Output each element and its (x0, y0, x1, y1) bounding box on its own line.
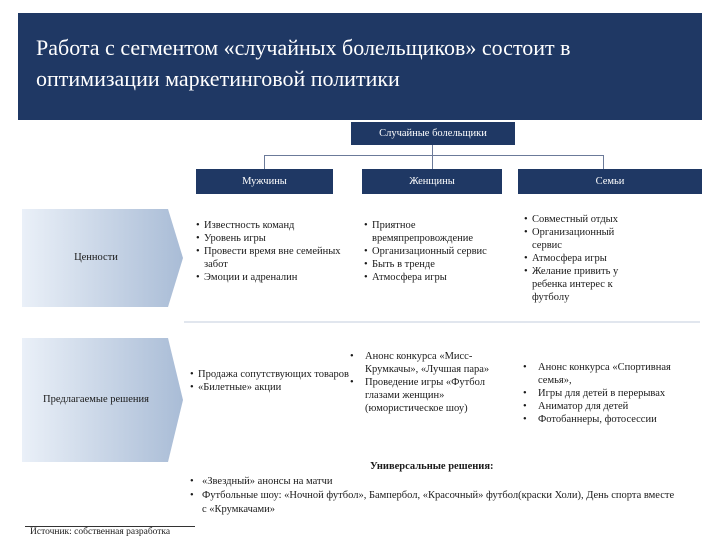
list-item: • «Звездный» анонсы на матчи (186, 475, 676, 489)
list-item: • Фотобаннеры, фотосессии (523, 413, 695, 426)
list-item: • Проведение игры «Футбол глазами женщин» (юмористическое шоу) (350, 376, 510, 415)
list-item: • Игры для детей в перерывах (523, 387, 695, 400)
list-item: • Провести время вне семейных забот (196, 245, 346, 271)
list-item: • Желание привить у ребенка интерес к футболу (524, 265, 642, 304)
cell-solutions-men (190, 368, 350, 394)
list-item: • Известность команд (196, 219, 346, 232)
cell-values-families (524, 213, 642, 304)
column-header-families: Семьи (518, 169, 702, 194)
cell-solutions-women (350, 350, 510, 415)
list-item: • Продажа сопутствующих товаров (190, 368, 350, 381)
list-item: • «Билетные» акции (190, 381, 350, 394)
cell-values-women (364, 219, 496, 284)
row-label-solutions: Предлагаемые решения (43, 393, 149, 405)
list-item: • Организационный сервис (524, 226, 642, 252)
cell-values-men (196, 219, 346, 284)
row-label-values: Ценности (74, 251, 118, 263)
universal-solutions-title: Универсальные решения: (370, 461, 494, 472)
cell-solutions-families (523, 361, 695, 426)
column-header-women: Женщины (362, 169, 502, 194)
list-item: • Аниматор для детей (523, 400, 695, 413)
list-item: • Футбольные шоу: «Ночной футбол», Бампербол, «Красочный» футбол(краски Холи), День спорта вместе с «Крумкачами» (186, 489, 676, 517)
source-note: Источник: собственная разработка (30, 527, 171, 537)
list-item: • Организационный сервис (364, 245, 496, 258)
slide-title: Работа с сегментом «случайных болельщиков» состоит в оптимизации маркетинговой политики (36, 35, 571, 91)
column-header-men: Мужчины (196, 169, 333, 194)
list-item: • Атмосфера игры (524, 252, 642, 265)
list-item: • Анонс конкурса «Спортивная семья», (523, 361, 695, 387)
root-node: Случайные болельщики (351, 122, 515, 145)
list-item: • Совместный отдых (524, 213, 642, 226)
universal-solutions-list (186, 475, 676, 517)
list-item: • Анонс конкурса «Мисс-Крумкачы», «Лучшая пара» (350, 350, 510, 376)
list-item: • Эмоции и адреналин (196, 271, 346, 284)
list-item: • Приятное времяпрепровождение (364, 219, 496, 245)
list-item: • Уровень игры (196, 232, 346, 245)
list-item: • Атмосфера игры (364, 271, 496, 284)
list-item: • Быть в тренде (364, 258, 496, 271)
